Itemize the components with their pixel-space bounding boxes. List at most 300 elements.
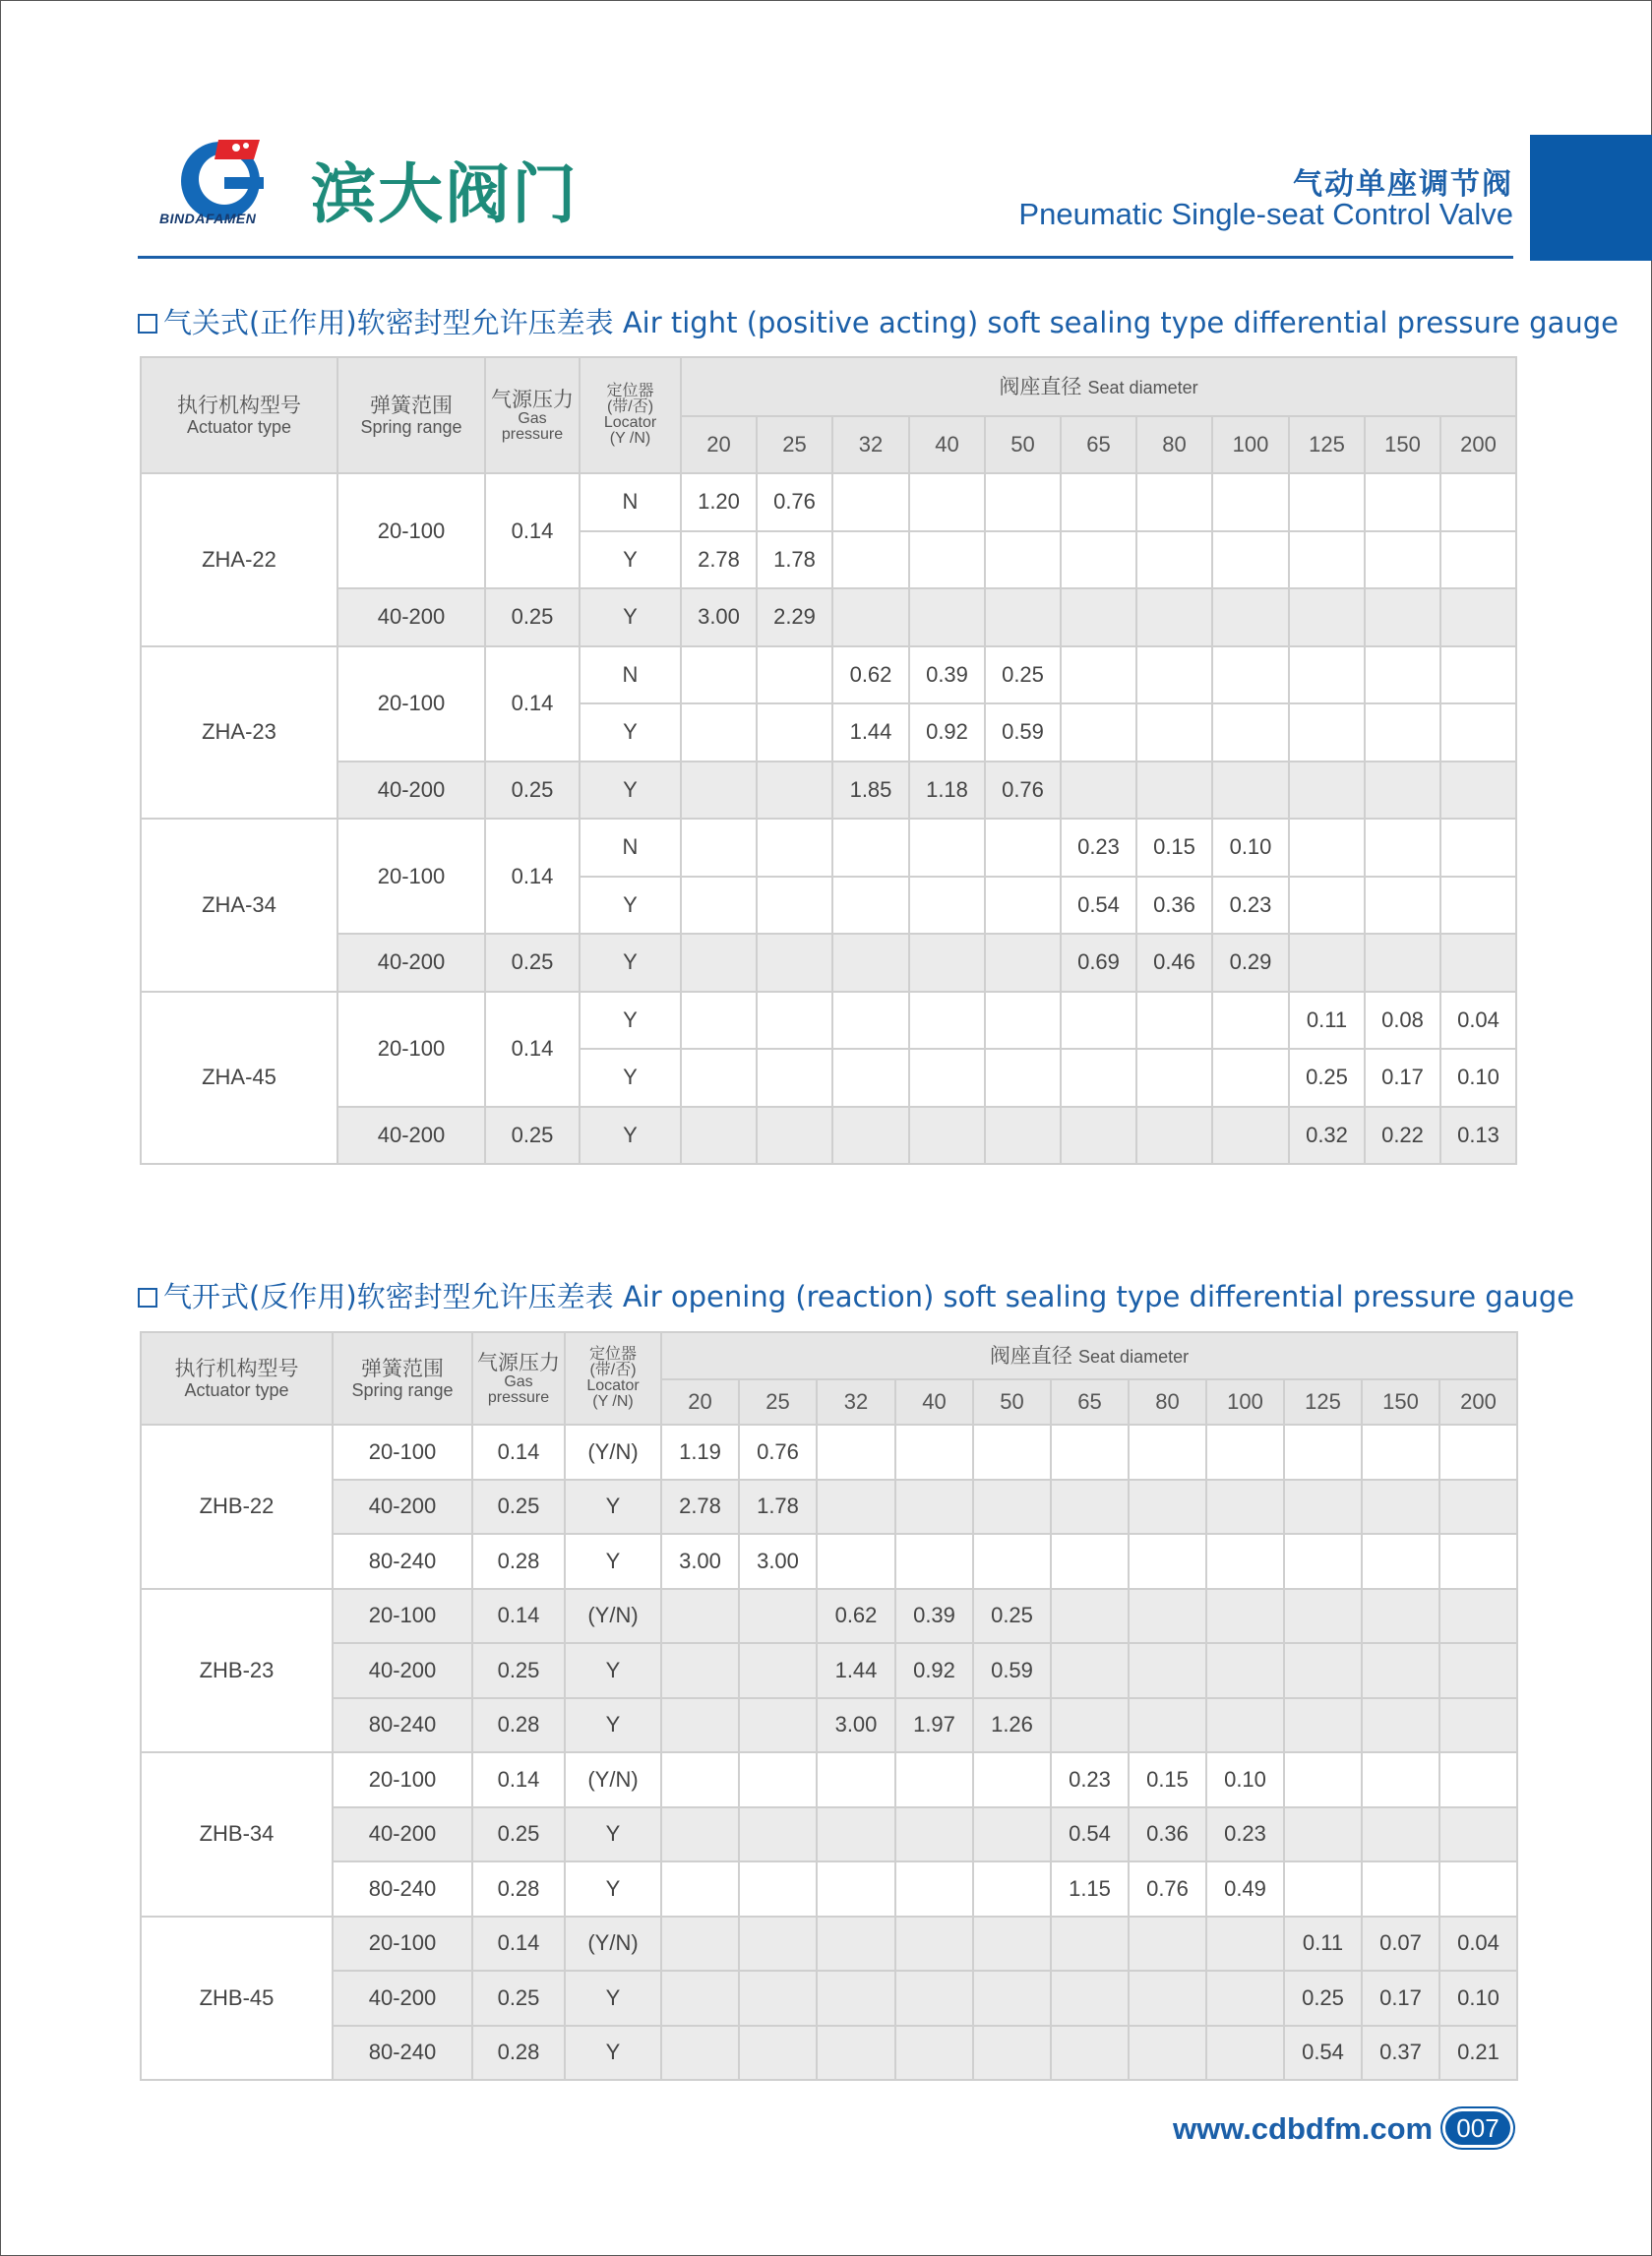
table-air-opening xyxy=(140,1331,1518,2081)
gas-pressure: 0.25 xyxy=(472,1971,565,2026)
pressure-cell xyxy=(909,819,985,877)
pressure-cell xyxy=(985,877,1061,935)
pressure-cell xyxy=(739,1589,817,1644)
pressure-cell xyxy=(1129,1917,1206,1972)
gas-pressure: 0.14 xyxy=(472,1425,565,1480)
col-header-locator-en1: Locator xyxy=(586,1377,640,1394)
pressure-cell: 0.76 xyxy=(985,762,1061,820)
pressure-cell: 0.36 xyxy=(1129,1807,1206,1862)
pressure-cell xyxy=(1284,1589,1362,1644)
pressure-cell xyxy=(832,531,909,589)
spring-range: 20-100 xyxy=(333,1425,472,1480)
pressure-cell xyxy=(739,1752,817,1807)
pressure-cell xyxy=(895,2026,973,2081)
col-header-size-40: 40 xyxy=(909,416,985,473)
locator: Y xyxy=(580,1049,681,1107)
pressure-cell: 1.44 xyxy=(817,1643,895,1698)
spring-range: 40-200 xyxy=(333,1480,472,1535)
table-row xyxy=(141,1534,1517,1589)
pressure-cell xyxy=(973,1861,1051,1917)
pressure-cell: 0.25 xyxy=(973,1589,1051,1644)
table-row xyxy=(141,1971,1517,2026)
actuator-model: ZHB-23 xyxy=(141,1589,333,1753)
pressure-cell: 1.44 xyxy=(832,703,909,762)
col-header-seat-en: Seat diameter xyxy=(1078,1347,1190,1367)
pressure-cell: 1.85 xyxy=(832,762,909,820)
pressure-cell: 0.76 xyxy=(1129,1861,1206,1917)
pressure-cell xyxy=(1206,1589,1284,1644)
pressure-cell xyxy=(985,819,1061,877)
pressure-cell: 0.22 xyxy=(1365,1107,1440,1165)
pressure-cell xyxy=(895,1971,973,2026)
spring-range: 20-100 xyxy=(337,473,485,588)
gas-pressure: 0.14 xyxy=(472,1589,565,1644)
spring-range: 80-240 xyxy=(333,1534,472,1589)
pressure-cell xyxy=(817,1917,895,1972)
pressure-cell: 0.62 xyxy=(817,1589,895,1644)
pressure-cell xyxy=(1129,1425,1206,1480)
col-header-size-80: 80 xyxy=(1129,1379,1206,1425)
locator: Y xyxy=(580,877,681,935)
pressure-cell xyxy=(681,1049,757,1107)
pressure-cell: 1.97 xyxy=(895,1698,973,1753)
pressure-cell: 0.25 xyxy=(1289,1049,1365,1107)
locator: Y xyxy=(565,1643,661,1698)
pressure-cell xyxy=(909,1107,985,1165)
pressure-cell xyxy=(832,934,909,992)
pressure-cell xyxy=(1365,473,1440,531)
gas-pressure: 0.25 xyxy=(472,1643,565,1698)
gas-pressure: 0.25 xyxy=(485,588,580,646)
pressure-cell: 0.04 xyxy=(1440,992,1516,1050)
gas-pressure: 0.25 xyxy=(485,934,580,992)
pressure-cell xyxy=(1365,588,1440,646)
pressure-cell xyxy=(1289,819,1365,877)
pressure-cell xyxy=(757,934,832,992)
col-header-size-100: 100 xyxy=(1206,1379,1284,1425)
col-header-size-125: 125 xyxy=(1284,1379,1362,1425)
pressure-cell xyxy=(1061,588,1136,646)
locator: Y xyxy=(565,1971,661,2026)
locator: Y xyxy=(565,2026,661,2081)
col-header-locator xyxy=(565,1332,661,1425)
pressure-cell: 0.17 xyxy=(1362,1971,1439,2026)
col-header-gas-en2: pressure xyxy=(501,426,564,443)
col-header-locator-en2: (Y /N) xyxy=(592,1393,634,1410)
col-header-spring-en: Spring range xyxy=(351,1380,454,1400)
table2-title xyxy=(138,1275,1574,1315)
pressure-cell xyxy=(1440,703,1516,762)
pressure-cell xyxy=(1284,1534,1362,1589)
pressure-cell xyxy=(817,1425,895,1480)
pressure-cell xyxy=(1365,877,1440,935)
gas-pressure: 0.25 xyxy=(485,1107,580,1165)
pressure-cell xyxy=(895,1752,973,1807)
pressure-cell xyxy=(757,992,832,1050)
pressure-cell: 0.32 xyxy=(1289,1107,1365,1165)
pressure-cell xyxy=(757,877,832,935)
pressure-cell: 3.00 xyxy=(817,1698,895,1753)
col-header-spring-cn: 弹簧范围 xyxy=(361,1357,444,1380)
pressure-cell: 0.15 xyxy=(1129,1752,1206,1807)
spring-range: 20-100 xyxy=(333,1752,472,1807)
pressure-cell xyxy=(1206,1698,1284,1753)
pressure-cell xyxy=(832,819,909,877)
pressure-cell xyxy=(1439,1643,1517,1698)
actuator-model: ZHA-23 xyxy=(141,646,337,820)
col-header-locator xyxy=(580,357,681,473)
pressure-cell xyxy=(661,1698,739,1753)
pressure-cell xyxy=(1129,1698,1206,1753)
gas-pressure: 0.28 xyxy=(472,1698,565,1753)
pressure-cell: 3.00 xyxy=(661,1534,739,1589)
pressure-cell xyxy=(1051,2026,1129,2081)
pressure-cell xyxy=(1440,646,1516,704)
pressure-cell xyxy=(1284,1425,1362,1480)
col-header-locator-en1: Locator xyxy=(603,414,657,431)
pressure-cell xyxy=(1289,473,1365,531)
side-tab-decoration xyxy=(1530,135,1652,261)
pressure-cell xyxy=(973,1425,1051,1480)
pressure-cell xyxy=(661,2026,739,2081)
col-header-actuator-cn: 执行机构型号 xyxy=(177,394,301,417)
pressure-cell xyxy=(985,531,1061,589)
pressure-cell: 2.29 xyxy=(757,588,832,646)
pressure-cell xyxy=(1284,1861,1362,1917)
table-row xyxy=(141,1643,1517,1698)
website-link[interactable]: www.cdbdfm.com xyxy=(1173,2111,1434,2146)
col-header-size-100: 100 xyxy=(1212,416,1289,473)
pressure-cell xyxy=(1212,646,1289,704)
pressure-cell xyxy=(1129,1589,1206,1644)
pressure-cell xyxy=(757,762,832,820)
locator: Y xyxy=(565,1480,661,1535)
pressure-cell xyxy=(985,934,1061,992)
pressure-cell xyxy=(1362,1807,1439,1862)
col-header-gas-cn: 气源压力 xyxy=(477,1351,560,1374)
gas-pressure: 0.25 xyxy=(472,1480,565,1535)
col-header-gas-en1: Gas xyxy=(504,1373,533,1390)
logo-caption: BINDAFAMEN xyxy=(159,211,257,226)
pressure-cell: 0.23 xyxy=(1212,877,1289,935)
locator: (Y/N) xyxy=(565,1589,661,1644)
pressure-cell xyxy=(1136,1049,1212,1107)
col-header-actuator-en: Actuator type xyxy=(186,417,292,437)
pressure-cell xyxy=(1439,1752,1517,1807)
pressure-cell xyxy=(832,1107,909,1165)
col-header-size-20: 20 xyxy=(661,1379,739,1425)
pressure-cell xyxy=(681,762,757,820)
col-header-seat-diameter xyxy=(661,1332,1517,1379)
spring-range: 20-100 xyxy=(337,819,485,934)
col-header-size-80: 80 xyxy=(1136,416,1212,473)
col-header-size-20: 20 xyxy=(681,416,757,473)
spring-range: 20-100 xyxy=(333,1589,472,1644)
pressure-cell xyxy=(1362,1480,1439,1535)
gas-pressure: 0.14 xyxy=(472,1917,565,1972)
pressure-cell xyxy=(1206,2026,1284,2081)
locator: N xyxy=(580,819,681,877)
col-header-size-32: 32 xyxy=(817,1379,895,1425)
pressure-cell xyxy=(817,1480,895,1535)
pressure-cell: 1.26 xyxy=(973,1698,1051,1753)
pressure-cell xyxy=(739,1807,817,1862)
pressure-cell xyxy=(985,588,1061,646)
pressure-cell xyxy=(1136,1107,1212,1165)
pressure-cell xyxy=(681,992,757,1050)
actuator-model: ZHB-45 xyxy=(141,1917,333,2081)
pressure-cell xyxy=(832,473,909,531)
pressure-cell: 0.21 xyxy=(1439,2026,1517,2081)
actuator-model: ZHB-22 xyxy=(141,1425,333,1589)
col-header-size-125: 125 xyxy=(1289,416,1365,473)
pressure-cell xyxy=(1362,1698,1439,1753)
pressure-cell xyxy=(739,1971,817,2026)
pressure-cell: 0.54 xyxy=(1284,2026,1362,2081)
pressure-cell xyxy=(895,1480,973,1535)
pressure-cell xyxy=(985,1049,1061,1107)
pressure-cell xyxy=(895,1861,973,1917)
locator: (Y/N) xyxy=(565,1425,661,1480)
pressure-cell xyxy=(832,992,909,1050)
pressure-cell: 0.11 xyxy=(1289,992,1365,1050)
gas-pressure: 0.28 xyxy=(472,2026,565,2081)
pressure-cell: 0.04 xyxy=(1439,1917,1517,1972)
gas-pressure: 0.28 xyxy=(472,1534,565,1589)
pressure-cell xyxy=(739,1861,817,1917)
spring-range: 40-200 xyxy=(333,1971,472,2026)
pressure-cell: 1.20 xyxy=(681,473,757,531)
gas-pressure: 0.14 xyxy=(485,819,580,934)
col-header-spring-en: Spring range xyxy=(360,417,462,437)
pressure-cell xyxy=(973,1534,1051,1589)
pressure-cell xyxy=(1061,646,1136,704)
col-header-size-40: 40 xyxy=(895,1379,973,1425)
pressure-cell xyxy=(895,1534,973,1589)
pressure-cell xyxy=(661,1752,739,1807)
locator: N xyxy=(580,473,681,531)
pressure-cell: 0.23 xyxy=(1206,1807,1284,1862)
pressure-cell xyxy=(1061,473,1136,531)
pressure-cell xyxy=(739,1917,817,1972)
pressure-cell xyxy=(1439,1480,1517,1535)
pressure-cell xyxy=(681,877,757,935)
pressure-cell: 1.78 xyxy=(739,1480,817,1535)
pressure-cell: 0.17 xyxy=(1365,1049,1440,1107)
table-row xyxy=(141,1698,1517,1753)
pressure-cell xyxy=(1440,588,1516,646)
gas-pressure: 0.25 xyxy=(485,762,580,820)
table-row xyxy=(141,1861,1517,1917)
gas-pressure: 0.14 xyxy=(472,1752,565,1807)
pressure-cell: 0.10 xyxy=(1439,1971,1517,2026)
pressure-cell: 0.92 xyxy=(895,1643,973,1698)
pressure-cell xyxy=(985,473,1061,531)
pressure-cell xyxy=(1051,1917,1129,1972)
pressure-cell xyxy=(1136,703,1212,762)
table-row xyxy=(141,1425,1517,1480)
pressure-cell xyxy=(832,588,909,646)
col-header-size-150: 150 xyxy=(1365,416,1440,473)
gas-pressure: 0.14 xyxy=(485,473,580,588)
col-header-gas-en1: Gas xyxy=(518,410,547,427)
col-header-size-65: 65 xyxy=(1051,1379,1129,1425)
actuator-model: ZHA-22 xyxy=(141,473,337,646)
pressure-cell xyxy=(1051,1698,1129,1753)
locator: Y xyxy=(580,762,681,820)
brand-name: 滨大阀门 xyxy=(311,156,579,232)
product-title-en: Pneumatic Single-seat Control Valve xyxy=(1018,197,1513,231)
pressure-cell xyxy=(1136,473,1212,531)
pressure-cell xyxy=(1362,1643,1439,1698)
pressure-cell xyxy=(909,473,985,531)
pressure-cell: 0.13 xyxy=(1440,1107,1516,1165)
pressure-cell xyxy=(1289,703,1365,762)
pressure-cell xyxy=(1129,1643,1206,1698)
pressure-cell xyxy=(1284,1643,1362,1698)
pressure-cell xyxy=(739,2026,817,2081)
actuator-model: ZHB-34 xyxy=(141,1752,333,1917)
table1-title xyxy=(138,301,1619,341)
pressure-cell xyxy=(973,1480,1051,1535)
pressure-cell xyxy=(1061,703,1136,762)
pressure-cell xyxy=(1212,703,1289,762)
locator: Y xyxy=(580,934,681,992)
pressure-cell xyxy=(1051,1534,1129,1589)
pressure-cell xyxy=(985,992,1061,1050)
pressure-cell xyxy=(1439,1807,1517,1862)
pressure-cell xyxy=(757,646,832,704)
pressure-cell: 0.59 xyxy=(985,703,1061,762)
pressure-cell: 0.62 xyxy=(832,646,909,704)
pressure-cell xyxy=(973,1917,1051,1972)
spring-range: 40-200 xyxy=(337,934,485,992)
pressure-cell xyxy=(1212,762,1289,820)
pressure-cell xyxy=(739,1643,817,1698)
pressure-cell xyxy=(1440,819,1516,877)
locator: (Y/N) xyxy=(565,1752,661,1807)
spring-range: 40-200 xyxy=(333,1807,472,1862)
pressure-cell xyxy=(1440,877,1516,935)
pressure-cell xyxy=(817,1534,895,1589)
pressure-cell xyxy=(1212,588,1289,646)
table2-title-text: 气开式(反作用)软密封型允许压差表 Air opening (reaction) soft sealing type differential pressure gauge xyxy=(163,1280,1575,1313)
pressure-cell: 3.00 xyxy=(681,588,757,646)
pressure-cell xyxy=(1206,1534,1284,1589)
col-header-gas xyxy=(485,357,580,473)
table-row xyxy=(141,473,1516,531)
page-number: 007 xyxy=(1442,2108,1513,2148)
pressure-cell xyxy=(757,819,832,877)
pressure-cell: 0.76 xyxy=(757,473,832,531)
table-row xyxy=(141,762,1516,820)
pressure-cell: 3.00 xyxy=(739,1534,817,1589)
col-header-size-32: 32 xyxy=(832,416,909,473)
pressure-cell xyxy=(1136,588,1212,646)
gas-pressure: 0.14 xyxy=(485,646,580,762)
col-header-spring xyxy=(337,357,485,473)
pressure-cell xyxy=(1439,1861,1517,1917)
pressure-cell xyxy=(1206,1643,1284,1698)
col-header-locator-cn1: 定位器 xyxy=(588,1346,637,1363)
pressure-cell xyxy=(909,877,985,935)
col-header-seat-cn: 阀座直径 xyxy=(999,375,1082,398)
pressure-cell: 0.69 xyxy=(1061,934,1136,992)
pressure-cell xyxy=(661,1807,739,1862)
pressure-cell: 0.39 xyxy=(895,1589,973,1644)
table-air-tight xyxy=(140,356,1517,1165)
col-header-size-50: 50 xyxy=(973,1379,1051,1425)
locator: (Y/N) xyxy=(565,1917,661,1972)
pressure-cell xyxy=(1136,992,1212,1050)
col-header-locator-cn2: (带/否) xyxy=(589,1362,637,1378)
pressure-cell xyxy=(661,1971,739,2026)
pressure-cell xyxy=(1212,1049,1289,1107)
col-header-gas-en2: pressure xyxy=(487,1389,550,1406)
pressure-cell xyxy=(757,1107,832,1165)
pressure-cell xyxy=(1284,1752,1362,1807)
col-header-actuator xyxy=(141,357,337,473)
pressure-cell: 2.78 xyxy=(681,531,757,589)
table-row xyxy=(141,1589,1517,1644)
pressure-cell xyxy=(1365,819,1440,877)
pressure-cell xyxy=(1212,992,1289,1050)
pressure-cell xyxy=(1362,1752,1439,1807)
table-row xyxy=(141,588,1516,646)
col-header-seat-diameter xyxy=(681,357,1516,416)
pressure-cell: 1.19 xyxy=(661,1425,739,1480)
header-row xyxy=(141,1332,1517,1379)
locator: Y xyxy=(565,1807,661,1862)
spring-range: 40-200 xyxy=(337,588,485,646)
pressure-cell xyxy=(895,1917,973,1972)
pressure-cell xyxy=(757,703,832,762)
pressure-cell xyxy=(1136,646,1212,704)
pressure-cell xyxy=(1439,1698,1517,1753)
pressure-cell xyxy=(1129,1480,1206,1535)
table-row xyxy=(141,646,1516,704)
pressure-cell xyxy=(1061,762,1136,820)
pressure-cell xyxy=(973,1807,1051,1862)
spring-range: 20-100 xyxy=(337,992,485,1107)
pressure-cell xyxy=(1129,2026,1206,2081)
pressure-cell xyxy=(1440,473,1516,531)
pressure-cell: 0.46 xyxy=(1136,934,1212,992)
pressure-cell xyxy=(909,588,985,646)
pressure-cell xyxy=(1212,1107,1289,1165)
gas-pressure: 0.14 xyxy=(485,992,580,1107)
pressure-cell xyxy=(1289,934,1365,992)
pressure-cell: 0.36 xyxy=(1136,877,1212,935)
pressure-cell xyxy=(681,703,757,762)
pressure-cell xyxy=(1206,1425,1284,1480)
pressure-cell xyxy=(1439,1534,1517,1589)
table-row xyxy=(141,1752,1517,1807)
pressure-cell xyxy=(1212,531,1289,589)
spring-range: 80-240 xyxy=(333,1698,472,1753)
pressure-cell xyxy=(1365,531,1440,589)
col-header-size-25: 25 xyxy=(757,416,832,473)
pressure-cell xyxy=(1289,762,1365,820)
table-row xyxy=(141,1917,1517,1972)
pressure-cell: 1.15 xyxy=(1051,1861,1129,1917)
locator: Y xyxy=(565,1698,661,1753)
table-row xyxy=(141,992,1516,1050)
gas-pressure: 0.25 xyxy=(472,1807,565,1862)
header-rule xyxy=(138,256,1513,259)
header-row xyxy=(141,357,1516,416)
pressure-cell: 0.37 xyxy=(1362,2026,1439,2081)
